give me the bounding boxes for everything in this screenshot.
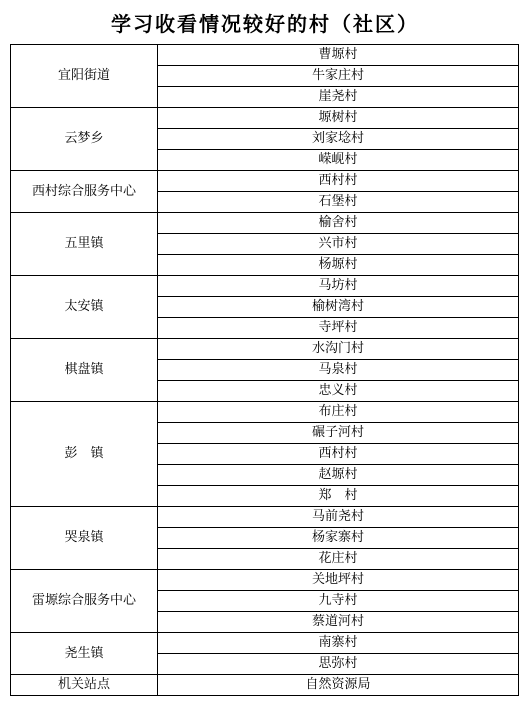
village-cell: 赵塬村 — [158, 465, 519, 486]
village-cell: 榆树湾村 — [158, 297, 519, 318]
table-row — [11, 570, 519, 591]
village-cell: 布庄村 — [158, 402, 519, 423]
village-cell: 关地坪村 — [158, 570, 519, 591]
table-row — [11, 507, 519, 528]
table-row — [11, 108, 519, 129]
table-row — [11, 171, 519, 192]
village-cell: 马坊村 — [158, 276, 519, 297]
village-cell: 九寺村 — [158, 591, 519, 612]
village-cell: 石堡村 — [158, 192, 519, 213]
village-cell: 郑 村 — [158, 486, 519, 507]
village-cell: 碾子河村 — [158, 423, 519, 444]
town-cell: 哭泉镇 — [11, 507, 158, 570]
village-cell: 杨塬村 — [158, 255, 519, 276]
village-cell: 杨家寨村 — [158, 528, 519, 549]
table-row — [11, 633, 519, 654]
village-cell: 嵘岘村 — [158, 150, 519, 171]
table-row — [11, 45, 519, 66]
village-cell: 自然资源局 — [158, 675, 519, 696]
table-row — [11, 402, 519, 423]
table-row — [11, 213, 519, 234]
town-cell: 机关站点 — [11, 675, 158, 696]
village-table — [10, 44, 519, 696]
page-title: 学习收看情况较好的村（社区） — [111, 12, 419, 36]
town-cell: 彭 镇 — [11, 402, 158, 507]
village-cell: 刘家埝村 — [158, 129, 519, 150]
town-cell: 云梦乡 — [11, 108, 158, 171]
village-cell: 寺坪村 — [158, 318, 519, 339]
village-cell: 塬树村 — [158, 108, 519, 129]
village-cell: 曹塬村 — [158, 45, 519, 66]
village-cell: 崖尧村 — [158, 87, 519, 108]
village-cell: 马泉村 — [158, 360, 519, 381]
village-cell: 花庄村 — [158, 549, 519, 570]
town-cell: 五里镇 — [11, 213, 158, 276]
town-cell: 雷塬综合服务中心 — [11, 570, 158, 633]
village-cell: 榆舍村 — [158, 213, 519, 234]
village-table-body — [11, 45, 519, 696]
table-row — [11, 675, 519, 696]
village-cell: 蔡道河村 — [158, 612, 519, 633]
town-cell: 尧生镇 — [11, 633, 158, 675]
village-cell: 西村村 — [158, 444, 519, 465]
table-row — [11, 339, 519, 360]
village-cell: 忠义村 — [158, 381, 519, 402]
village-cell: 水沟门村 — [158, 339, 519, 360]
town-cell: 太安镇 — [11, 276, 158, 339]
table-row — [11, 276, 519, 297]
village-cell: 马前尧村 — [158, 507, 519, 528]
village-cell: 思弥村 — [158, 654, 519, 675]
village-cell: 南寨村 — [158, 633, 519, 654]
town-cell: 西村综合服务中心 — [11, 171, 158, 213]
town-cell: 宜阳街道 — [11, 45, 158, 108]
village-cell: 兴市村 — [158, 234, 519, 255]
village-cell: 牛家庄村 — [158, 66, 519, 87]
village-cell: 西村村 — [158, 171, 519, 192]
town-cell: 棋盘镇 — [11, 339, 158, 402]
